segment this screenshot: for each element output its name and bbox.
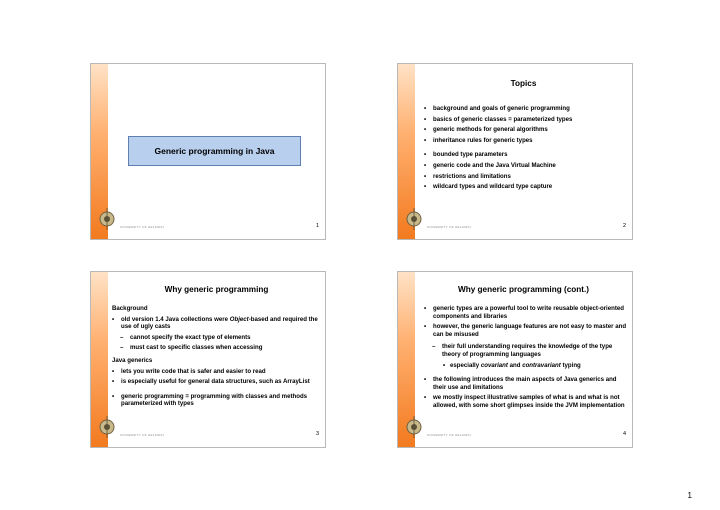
- bullet-item: • generic methods for general algorithms: [424, 126, 630, 134]
- bullet-item: • the following introduces the main aspects of Java generics and their use and limitations: [424, 376, 630, 391]
- bullet-text: old version 1.4 Java collections were: [121, 315, 230, 323]
- slide-number: 3: [315, 431, 319, 437]
- bullet-item: • however, the generic language features are not easy to master and can be misused: [424, 323, 630, 338]
- slide-footer-text: UNIVERSITY OF HELSINKI: [427, 225, 472, 229]
- slide-3: [90, 271, 326, 448]
- bullet-text: especially: [450, 361, 481, 369]
- slide-4: [397, 271, 633, 448]
- university-logo-icon: [401, 414, 427, 440]
- bullet-item: • generic programming = programming with classes and methods parameterized with types: [112, 393, 324, 408]
- slide-heading: Why generic programming: [164, 285, 269, 294]
- section-label: Background: [112, 305, 148, 312]
- bullet-emphasis: covariant: [480, 361, 508, 369]
- sub-item: – their full understanding requires the knowledge of the type theory of programming languages: [424, 343, 630, 358]
- bullet-item: • generic code and the Java Virtual Machine: [424, 162, 630, 170]
- slide-footer-text: UNIVERSITY OF HELSINKI: [120, 225, 165, 229]
- bullet-text: -based and required the use of ugly casts: [121, 315, 318, 331]
- university-logo-icon: [94, 206, 120, 232]
- university-logo-icon: [94, 414, 120, 440]
- bullet-text: and: [507, 361, 523, 369]
- slide-footer-text: UNIVERSITY OF HELSINKI: [120, 433, 165, 437]
- slide-footer-text: UNIVERSITY OF HELSINKI: [427, 433, 472, 437]
- bullet-item: • background and goals of generic programming: [424, 105, 630, 113]
- bullet-item: • is especially useful for general data structures, such as ArrayList: [112, 378, 324, 386]
- bullet-item: • basics of generic classes = parameterized types: [424, 116, 630, 124]
- document-page-number: 1: [687, 491, 692, 500]
- slide-heading: Topics: [510, 79, 537, 88]
- bullet-emphasis: Object: [229, 315, 249, 323]
- slide-title: Generic programming in Java: [154, 146, 275, 156]
- bullet-item: [112, 316, 324, 331]
- sub-item: – must cast to specific classes when accessing: [112, 344, 324, 352]
- slide-content: [112, 305, 324, 408]
- bullet-item: • inheritance rules for generic types: [424, 137, 630, 145]
- bullet-item: • we mostly inspect illustrative samples of what is and what is not allowed, with some short glimpses inside the JVM implementation: [424, 394, 630, 409]
- slide-number: 2: [622, 223, 626, 229]
- slide-number: 4: [622, 431, 626, 437]
- slide-title-box: [128, 136, 301, 166]
- sub-sub-item: [424, 362, 630, 370]
- slide-content: [424, 105, 630, 191]
- bullet-item: • lets you write code that is safer and easier to read: [112, 368, 324, 376]
- section-label: Java generics: [112, 356, 153, 364]
- slide-number: 1: [315, 223, 319, 229]
- university-logo-icon: [401, 206, 427, 232]
- bullet-item: • restrictions and limitations: [424, 173, 630, 181]
- slide-1: [90, 63, 326, 240]
- slide-heading: Why generic programming (cont.): [457, 285, 589, 294]
- bullet-item: • bounded type parameters: [424, 151, 630, 159]
- bullet-item: • wildcard types and wildcard type capture: [424, 183, 630, 191]
- bullet-emphasis: contravariant: [522, 361, 561, 369]
- sub-item: – cannot specify the exact type of elements: [112, 334, 324, 342]
- bullet-text: typing: [560, 361, 581, 369]
- bullet-item: • generic types are a powerful tool to write reusable object-oriented components and libraries: [424, 305, 630, 320]
- slide-content: [424, 305, 630, 410]
- slide-2: [397, 63, 633, 240]
